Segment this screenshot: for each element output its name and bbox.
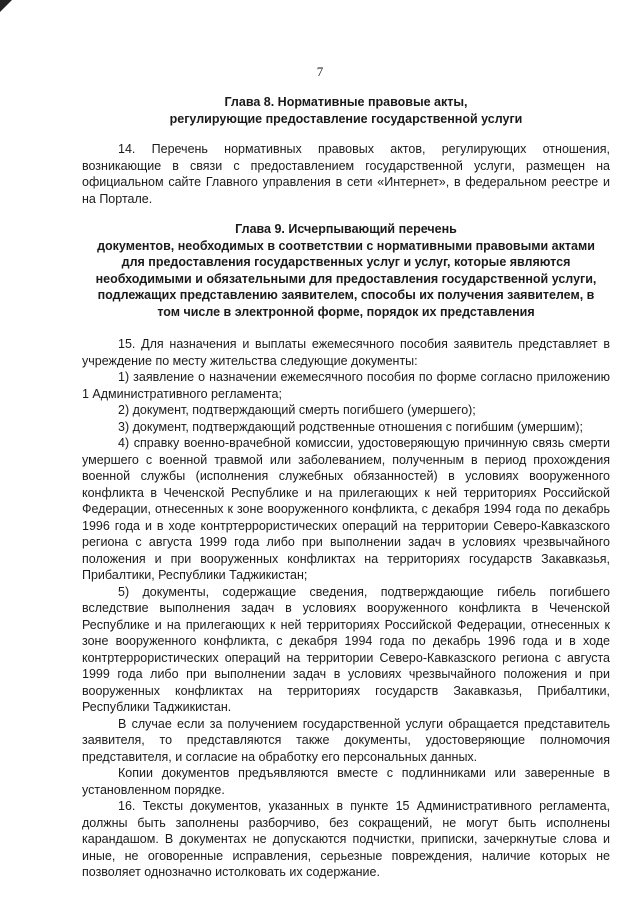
list-item: 3) документ, подтверждающий родственные отношения с погибшим (умершим); [118, 419, 584, 434]
chapter-9-heading-line: Глава 9. Исчерпывающий перечень [235, 222, 457, 236]
list-item: 4) справку военно-врачебной комиссии, удостоверяющую причинную связь смерти умершего с военной травмой или заболеванием, полученным в период прохождения военной службы (исполнения служебных обязанностей) в условиях вооруженного конфликта в Чеченской Республике и на прилегающих к ней территориях Российской Федерации, отнесенных к зоне вооруженного конфликта, с декабря 1994 года по декабрь 1996 года и в ходе контртеррористических операций на территории Северо-Кавказского региона с августа 1999 года либо при выполнении задач в условиях чрезвычайного положения и при вооруженных конфликтах на территориях государств Закавказья, Прибалтики, Республики Таджикистан; [82, 436, 610, 582]
chapter-8-heading-line: регулирующие предоставление государственной услуги [169, 111, 523, 126]
chapter-9-heading-line: необходимыми и обязательными для предоставления государственной услуги, [95, 271, 597, 286]
list-item: 1) заявление о назначении ежемесячного пособия по форме согласно приложению 1 Административного регламента; [82, 370, 610, 401]
paragraph-14: 14. Перечень нормативных правовых актов, регулирующих отношения, возникающие в связи с предоставлением государственной услуги, размещен на официальном сайте Главного управления в сети «Интернет», в федеральном реестре и на Портале. [82, 142, 610, 206]
page-content [82, 94, 610, 881]
chapter-9-heading-line: для предоставления государственных услуг и услуг, которые являются [121, 255, 571, 269]
chapter-9-heading [82, 221, 610, 320]
paragraph-representative: В случае если за получением государственной услуги обращается представитель заявителя, то представляются также документы, удостоверяющие полномочия представителя, и согласие на обработку его персональных данных. [82, 716, 610, 764]
list-item: 2) документ, подтверждающий смерть погибшего (умершего); [118, 403, 476, 417]
paragraph-16: 16. Тексты документов, указанных в пункте 15 Административного регламента, должны быть заполнены разборчиво, без сокращений, не могут быть исполнены карандашом. В документах не допускаются подчистки, приписки, зачеркнутые слова и иные, не оговоренные исправления, серьезные повреждения, наличие которых не позволяет однозначно истолковать их содержание. [82, 799, 610, 879]
chapter-9-heading-line: документов, необходимых в соответствии с нормативными правовыми актами [97, 238, 595, 253]
chapter-8-heading-line: Глава 8. Нормативные правовые акты, [224, 95, 468, 109]
paragraph-copies: Копии документов предъявляются вместе с подлинниками или заверенные в установленном порядке. [82, 766, 610, 797]
paragraph-15-intro: 15. Для назначения и выплаты ежемесячного пособия заявитель представляет в учреждение по месту жительства следующие документы: [82, 337, 610, 368]
page-number: 7 [316, 64, 324, 79]
scan-corner-mark [0, 0, 12, 12]
chapter-9-heading-line: том числе в электронной форме, порядок их представления [157, 304, 535, 319]
list-item: 5) документы, содержащие сведения, подтверждающие гибель погибшего вследствие выполнения задач в условиях вооруженного конфликта в Чеченской Республике и на прилегающих к ней территориях Российской Федерации, отнесенных к зоне вооруженного конфликта, с декабря 1994 года по декабрь 1996 года и в ходе контртеррористических операций на территории Северо-Кавказского региона с августа 1999 года либо при выполнении задач в условиях чрезвычайного положения и при вооруженных конфликтах на территориях государств Закавказья, Прибалтики, Республики Таджикистан. [82, 584, 610, 714]
chapter-9-heading-line: подлежащих представлению заявителем, способы их получения заявителем, в [97, 288, 595, 302]
chapter-8-heading [82, 94, 610, 127]
